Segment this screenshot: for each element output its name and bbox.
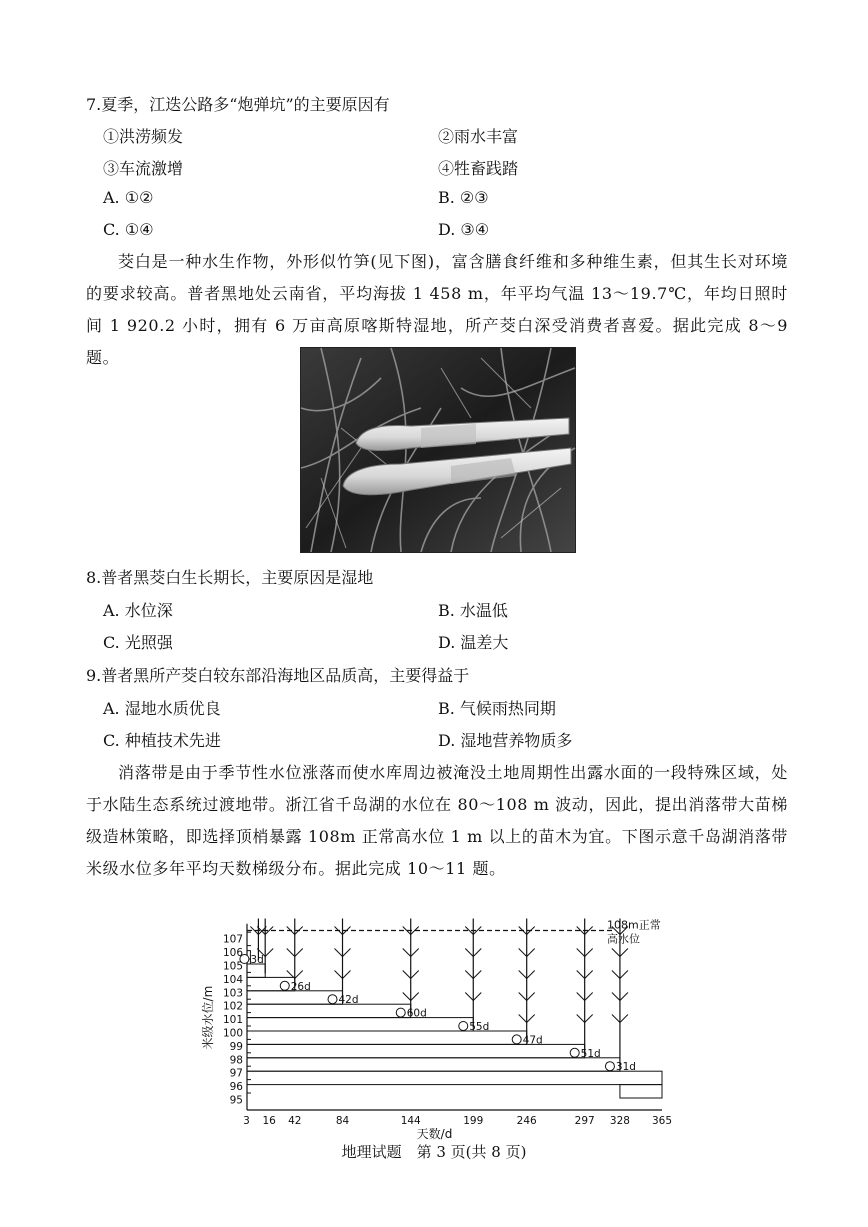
sapling-branch xyxy=(465,993,473,1001)
q7-item-2: ②雨水丰富 xyxy=(438,127,519,146)
sapling-branch xyxy=(411,949,419,957)
passage-jiaobai: 茭白是一种水生作物，外形似竹笋(见下图)，富含膳食纤维和多种维生素，但其生长对环境的要求较高。普者黑地处云南省，平均海拔 1 458 m，年平均气温 13～19.7℃，年均日照时间 1 920.2 小时，拥有 6 万亩高原喀斯特湿地，所产茭白深受消费者喜爱。据此完成 8～9 题。 xyxy=(86,252,788,367)
x-tick-label: 84 xyxy=(335,1115,350,1127)
duration-marker xyxy=(328,995,337,1004)
duration-marker xyxy=(396,1008,405,1017)
sapling-branch xyxy=(287,949,295,957)
question-8-stem: 8.普者黑茭白生长期长，主要原因是湿地 xyxy=(86,568,374,587)
sapling-branch xyxy=(585,971,593,979)
sapling-branch xyxy=(465,949,473,957)
duration-marker xyxy=(512,1035,521,1044)
sapling-branch xyxy=(612,993,620,1001)
duration-label: 26d xyxy=(290,980,311,993)
step-band xyxy=(247,1071,662,1084)
sapling-branch xyxy=(343,971,351,979)
water-level-step-chart xyxy=(200,895,720,1141)
y-tick-label: 98 xyxy=(229,1054,243,1067)
x-axis-title: 天数/d xyxy=(416,1127,453,1141)
page-footer: 地理试题 第 3 页(共 8 页) xyxy=(341,1143,527,1161)
q9-option-c[interactable]: C. 种植技术先进 xyxy=(103,731,221,750)
step-band xyxy=(247,1044,585,1057)
sapling-branch xyxy=(620,993,628,1001)
sapling-branch xyxy=(519,993,527,1001)
y-tick-label: 97 xyxy=(229,1067,243,1080)
sapling-branch xyxy=(620,949,628,957)
q8-option-b[interactable]: B. 水温低 xyxy=(438,601,508,620)
q7-option-a[interactable]: A. ①② xyxy=(103,188,154,207)
sapling-branch xyxy=(519,1015,527,1023)
question-7-stem: 7.夏季，江迭公路多“炮弹坑”的主要原因有 xyxy=(86,95,390,114)
sapling-branch xyxy=(403,971,411,979)
sapling-branch xyxy=(403,949,411,957)
step-band xyxy=(247,1031,527,1044)
q7-item-4: ④牲畜践踏 xyxy=(438,159,519,178)
sapling-branch xyxy=(335,949,343,957)
duration-marker xyxy=(570,1048,579,1057)
duration-marker xyxy=(459,1022,468,1031)
step-band xyxy=(247,1004,411,1017)
step-band xyxy=(247,1018,473,1031)
x-tick-label: 297 xyxy=(574,1115,595,1127)
step-band xyxy=(620,1085,662,1098)
step-band xyxy=(247,964,265,977)
normal-level-label: 高水位 xyxy=(607,932,640,946)
sapling-branch xyxy=(577,993,585,1001)
sapling-branch xyxy=(465,971,473,979)
sapling-branch xyxy=(577,949,585,957)
jiaobai-photo xyxy=(300,347,576,553)
step-band xyxy=(247,1058,620,1071)
y-tick-label: 103 xyxy=(222,987,243,1000)
question-9-stem: 9.普者黑所产茭白较东部沿海地区品质高，主要得益于 xyxy=(86,666,470,685)
y-tick-label: 101 xyxy=(222,1014,243,1027)
y-tick-label: 102 xyxy=(222,1000,243,1013)
y-tick-label: 105 xyxy=(222,960,243,973)
normal-level-label: 108m正常 xyxy=(607,918,661,932)
q8-option-d[interactable]: D. 温差大 xyxy=(438,633,509,652)
q7-item-1: ①洪涝频发 xyxy=(103,127,184,146)
sapling-branch xyxy=(527,993,535,1001)
sapling-branch xyxy=(577,971,585,979)
sapling-branch xyxy=(612,971,620,979)
sapling-branch xyxy=(585,949,593,957)
duration-label: 47d xyxy=(522,1034,543,1047)
x-tick-label: 199 xyxy=(463,1115,484,1127)
duration-label: 55d xyxy=(469,1021,490,1033)
duration-label: 31d xyxy=(615,1061,636,1074)
y-axis-title: 米级水位/m xyxy=(201,985,215,1050)
x-tick-label: 328 xyxy=(609,1115,630,1127)
sapling-branch xyxy=(620,1015,628,1023)
sapling-branch xyxy=(265,949,273,957)
jiaobai-photo-drawing xyxy=(301,348,575,552)
x-tick-label: 16 xyxy=(262,1115,276,1127)
q7-option-b[interactable]: B. ②③ xyxy=(438,188,489,207)
sapling-branch xyxy=(473,949,481,957)
y-tick-label: 99 xyxy=(229,1040,243,1053)
y-tick-label: 107 xyxy=(222,933,243,946)
sapling-branch xyxy=(519,971,527,979)
sapling-branch xyxy=(335,971,343,979)
sapling-branch xyxy=(585,993,593,1001)
y-tick-label: 96 xyxy=(229,1081,243,1094)
sapling-branch xyxy=(527,971,535,979)
sapling-branch xyxy=(577,1015,585,1023)
y-tick-label: 106 xyxy=(222,947,243,960)
y-tick-label: 104 xyxy=(222,973,243,986)
sapling-branch xyxy=(527,1015,535,1023)
passage-xiaoluodai: 消落带是由于季节性水位涨落而使水库周边被淹没土地周期性出露水面的一段特殊区域，处于水陆生态系统过渡地带。浙江省千岛湖的水位在 80～108 m 波动，因此，提出消落带大苗梯级造林策略，即选择顶梢暴露 108m 正常高水位 1 m 以上的苗木为宜。下图示意千岛湖消落带米级水位多年平均天数梯级分布。据此完成 10～11 题。 xyxy=(86,763,788,878)
q8-option-a[interactable]: A. 水位深 xyxy=(103,601,173,620)
duration-label: 51d xyxy=(580,1047,601,1060)
sapling-branch xyxy=(527,949,535,957)
sapling-branch xyxy=(519,949,527,957)
duration-label: 42d xyxy=(338,994,359,1007)
sapling-branch xyxy=(295,971,303,979)
q9-option-a[interactable]: A. 湿地水质优良 xyxy=(103,699,221,718)
q7-option-c[interactable]: C. ①④ xyxy=(103,220,154,239)
sapling-branch xyxy=(411,971,419,979)
sapling-branch xyxy=(473,993,481,1001)
sapling-branch xyxy=(620,971,628,979)
sapling-branch xyxy=(403,993,411,1001)
q9-option-d[interactable]: D. 湿地营养物质多 xyxy=(438,731,573,750)
sapling-branch xyxy=(411,993,419,1001)
x-tick-label: 144 xyxy=(400,1115,421,1127)
duration-marker xyxy=(605,1062,614,1071)
q7-item-3: ③车流激增 xyxy=(103,159,184,178)
x-tick-label: 365 xyxy=(651,1115,673,1127)
x-tick-label: 42 xyxy=(288,1115,302,1127)
q8-option-c[interactable]: C. 光照强 xyxy=(103,633,173,652)
sapling-branch xyxy=(585,1015,593,1023)
x-tick-label: 3 xyxy=(243,1115,250,1127)
sapling-branch xyxy=(612,1015,620,1023)
sapling-branch xyxy=(473,971,481,979)
q9-option-b[interactable]: B. 气候雨热同期 xyxy=(438,699,556,718)
sapling-branch xyxy=(343,949,351,957)
sapling-branch xyxy=(295,949,303,957)
duration-label: 60d xyxy=(406,1007,427,1020)
q7-option-d[interactable]: D. ③④ xyxy=(438,220,490,239)
sapling-branch xyxy=(612,949,620,957)
duration-marker xyxy=(280,981,289,990)
x-tick-label: 246 xyxy=(516,1115,537,1127)
duration-label: 3d xyxy=(250,954,264,966)
y-tick-label: 100 xyxy=(222,1027,243,1040)
y-tick-label: 95 xyxy=(229,1094,243,1107)
